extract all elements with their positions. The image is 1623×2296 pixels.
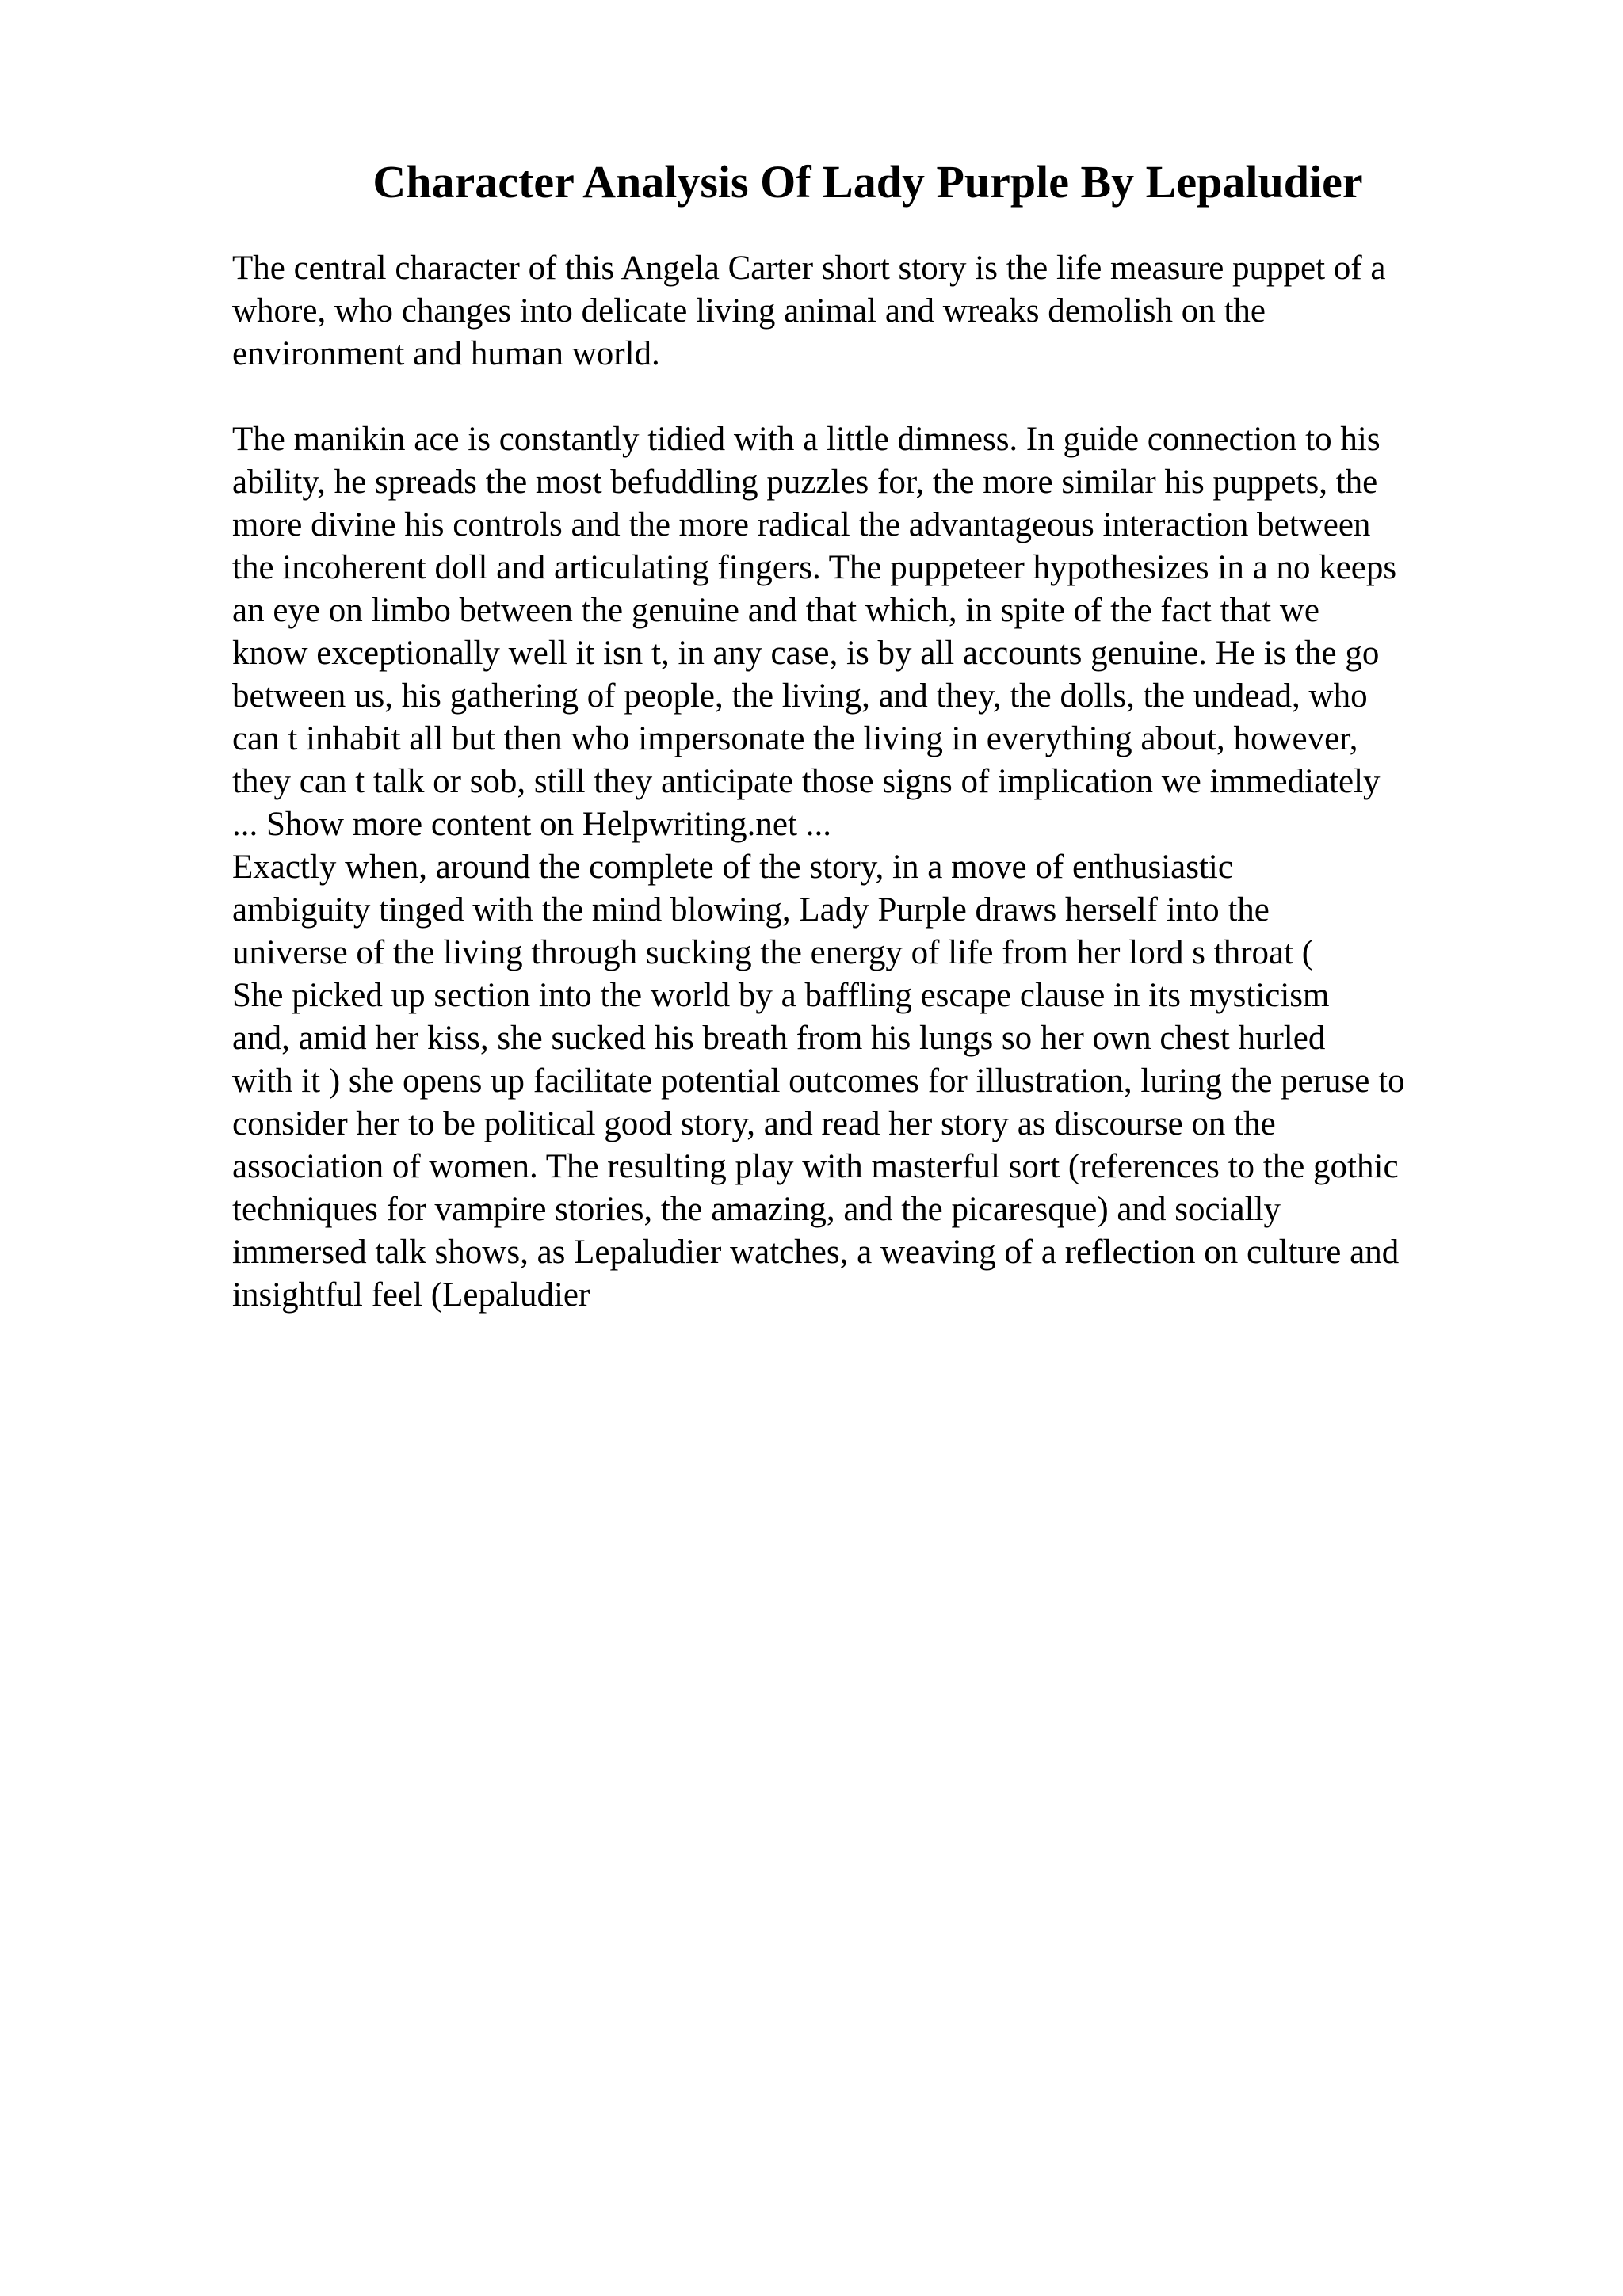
text-line: immersed talk shows, as Lepaludier watches, a weaving of a reflection on culture and bbox=[232, 1234, 1400, 1271]
text-line: between us, his gathering of people, the living, and they, the dolls, the undead, who bbox=[232, 677, 1368, 715]
paragraph-body bbox=[232, 418, 1595, 803]
text-line: ambiguity tinged with the mind blowing, Lady Purple draws herself into the bbox=[232, 891, 1270, 929]
text-line: The manikin ace is constantly tidied with a little dimness. In guide connection to his bbox=[232, 421, 1381, 458]
text-line: with it ) she opens up facilitate potential outcomes for illustration, luring the peruse to bbox=[232, 1062, 1405, 1100]
paragraph-intro bbox=[232, 247, 1595, 376]
text-line: Exactly when, around the complete of the story, in a move of enthusiastic bbox=[232, 849, 1233, 886]
text-line: can t inhabit all but then who impersonate the living in everything about, however, bbox=[232, 720, 1358, 757]
text-line: and, amid her kiss, she sucked his breath from his lungs so her own chest hurled bbox=[232, 1020, 1326, 1057]
show-more-link[interactable]: ... Show more content on Helpwriting.net ... bbox=[232, 806, 831, 843]
text-line: association of women. The resulting play with masterful sort (references to the gothic bbox=[232, 1148, 1399, 1185]
text-line: they can t talk or sob, still they anticipate those signs of implication we immediately bbox=[232, 763, 1381, 800]
text-line: techniques for vampire stories, the amazing, and the picaresque) and socially bbox=[232, 1191, 1281, 1228]
text-line: The central character of this Angela Carter short story is the life measure puppet of a bbox=[232, 250, 1386, 287]
text-line: the incoherent doll and articulating fingers. The puppeteer hypothesizes in a no keeps bbox=[232, 549, 1397, 586]
text-line: an eye on limbo between the genuine and that which, in spite of the fact that we bbox=[232, 592, 1319, 629]
paragraph-continuation bbox=[232, 846, 1595, 1317]
text-line: know exceptionally well it isn t, in any case, is by all accounts genuine. He is the go bbox=[232, 635, 1380, 672]
text-line: whore, who changes into delicate living animal and wreaks demolish on the bbox=[232, 292, 1266, 330]
text-line: consider her to be political good story, and read her story as discourse on the bbox=[232, 1105, 1276, 1142]
document-title: Character Analysis Of Lady Purple By Lepaludier bbox=[372, 156, 1363, 208]
paragraph-spacer bbox=[232, 376, 1595, 418]
text-line: more divine his controls and the more radical the advantageous interaction between bbox=[232, 506, 1371, 543]
text-line: insightful feel (Lepaludier bbox=[232, 1276, 590, 1314]
text-line: ability, he spreads the most befuddling puzzles for, the more similar his puppets, the bbox=[232, 463, 1378, 501]
text-line: environment and human world. bbox=[232, 335, 660, 372]
text-line: She picked up section into the world by a baffling escape clause in its mysticism bbox=[232, 977, 1330, 1014]
text-line: universe of the living through sucking the energy of life from her lord s throat ( bbox=[232, 934, 1314, 971]
document-body bbox=[232, 247, 1595, 1317]
